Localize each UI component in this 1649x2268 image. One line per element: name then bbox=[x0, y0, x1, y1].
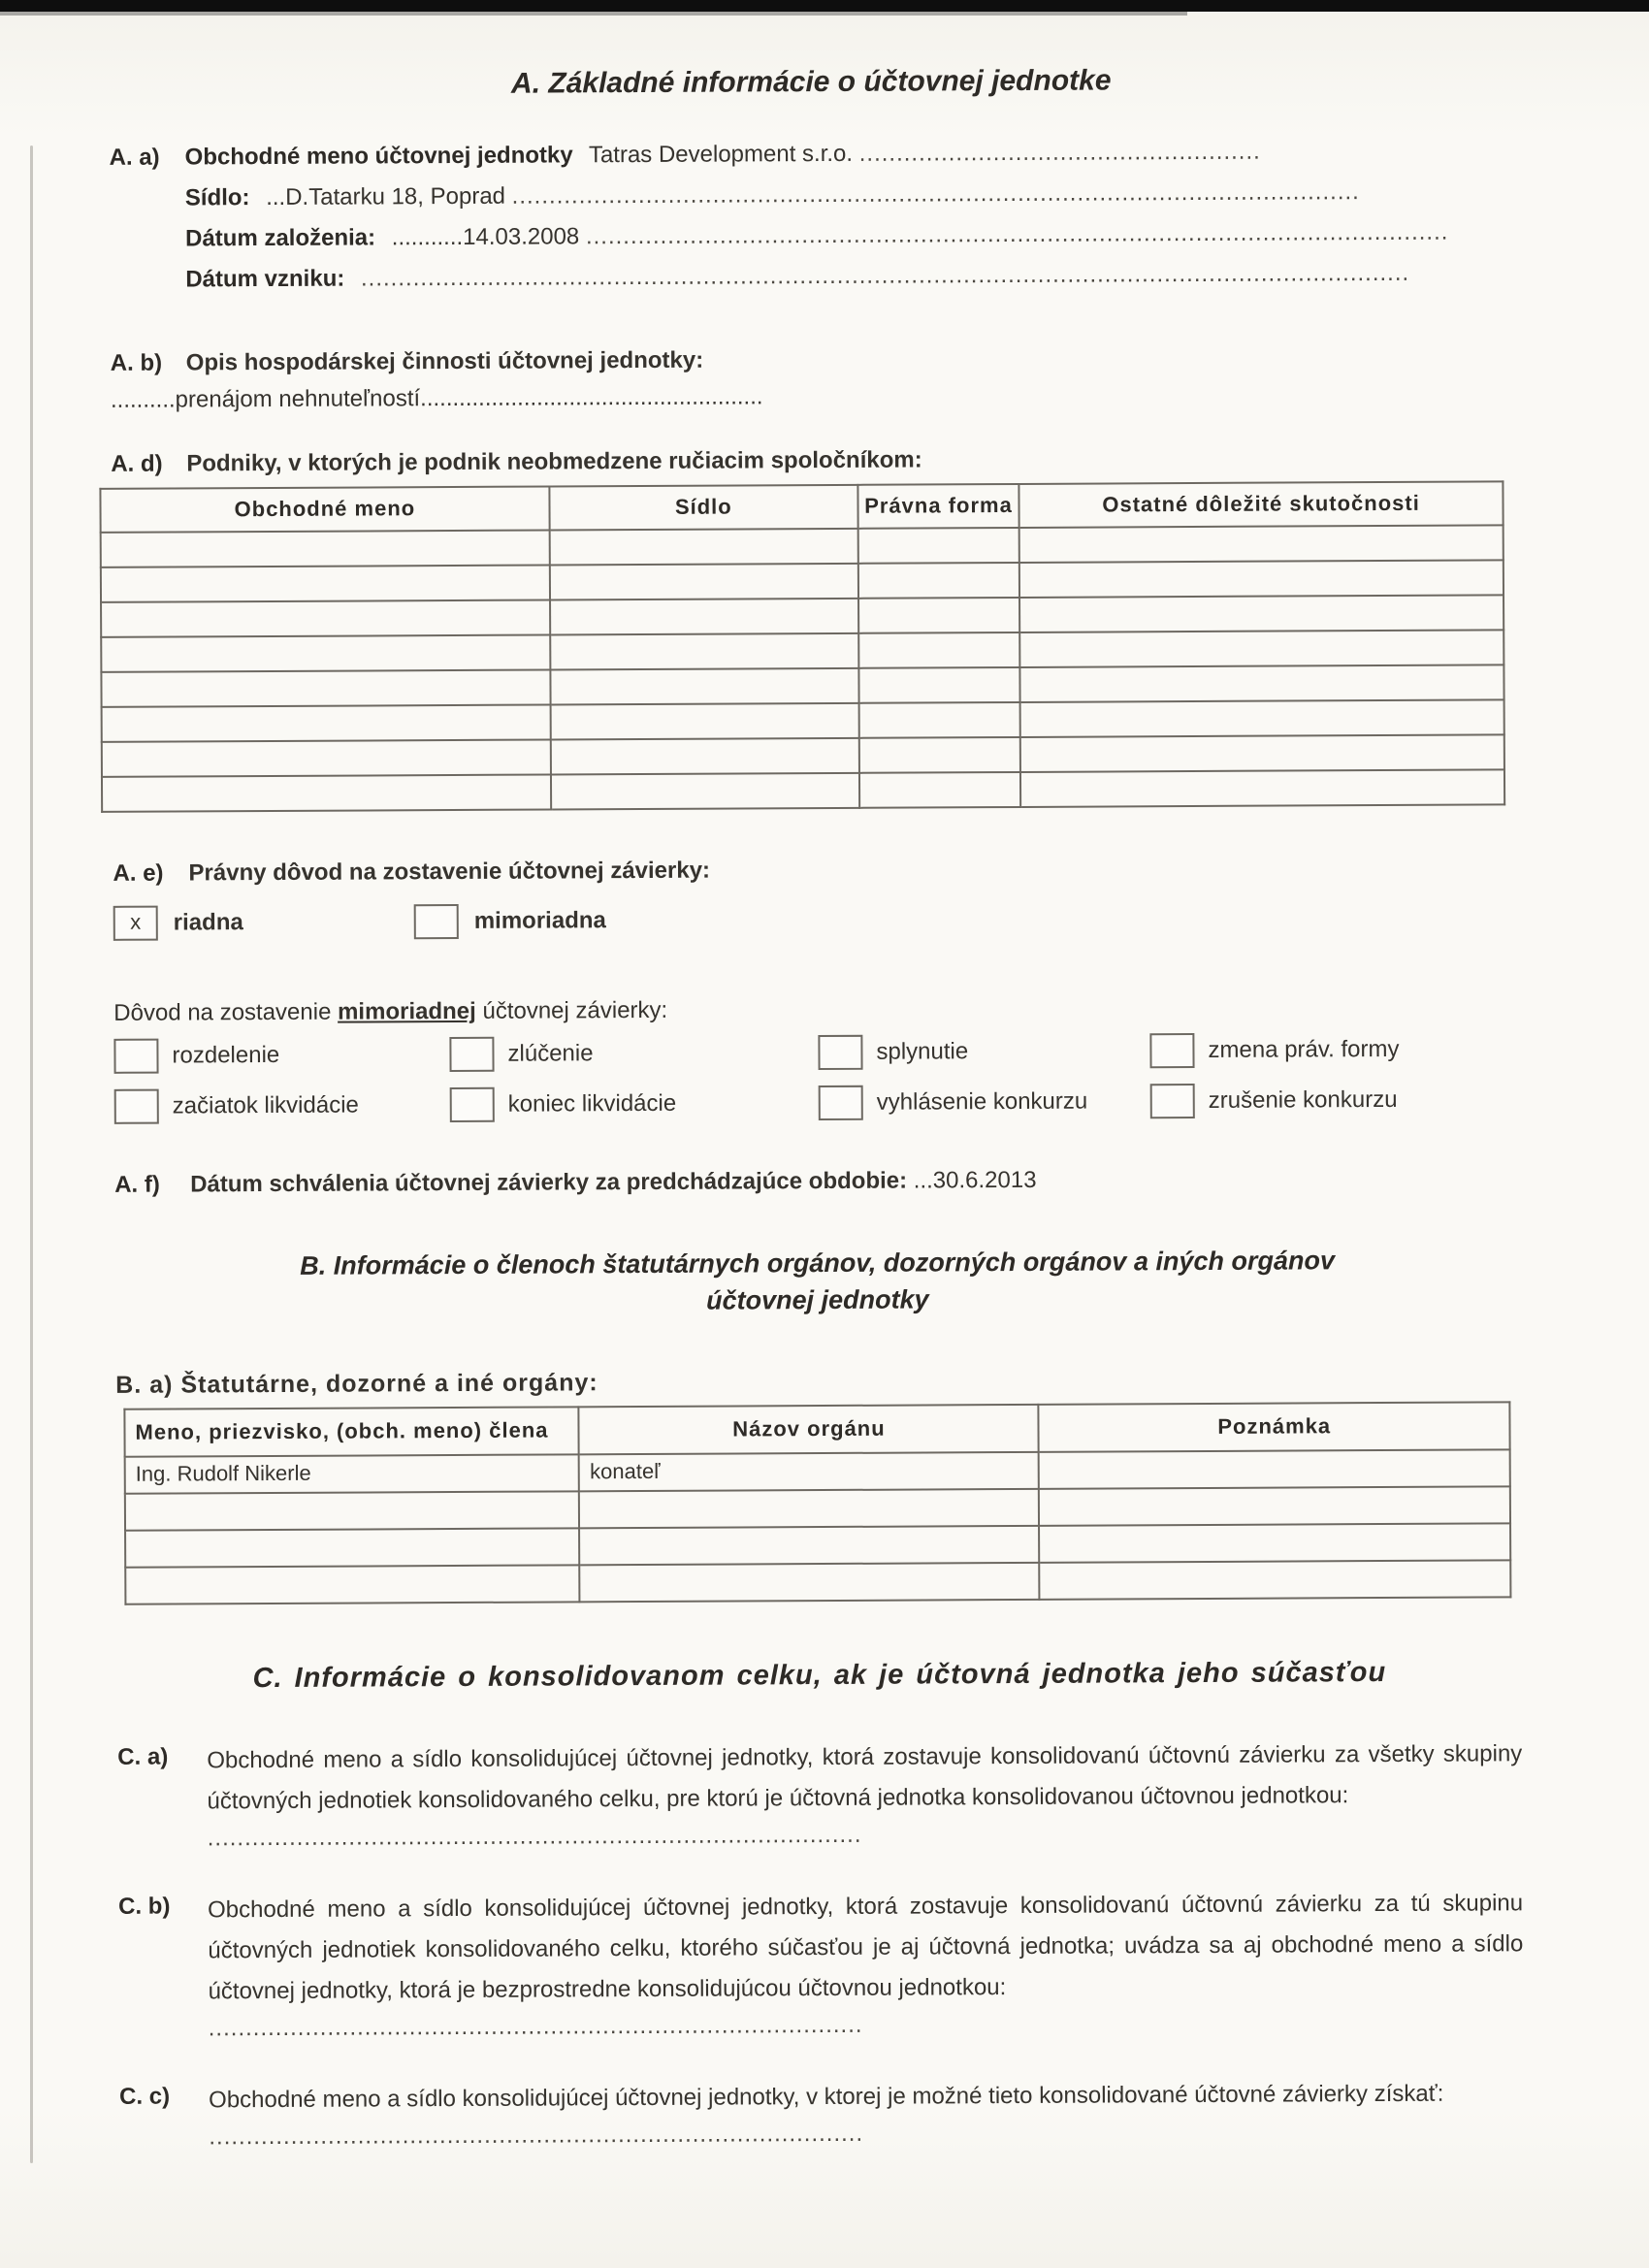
zmena-prav-formy-option bbox=[1149, 1027, 1518, 1072]
empty-cell bbox=[550, 633, 858, 670]
business-name-value: Tatras Development s.r.o. bbox=[588, 140, 854, 169]
empty-cell bbox=[549, 529, 857, 566]
empty-cell bbox=[858, 563, 1019, 599]
zaciatok-likvidacie-option bbox=[114, 1084, 450, 1128]
empty-cell bbox=[1019, 525, 1504, 563]
koniec-likvidacie-label: koniec likvidácie bbox=[507, 1090, 677, 1118]
section-a-a bbox=[110, 134, 1515, 305]
column-header: Poznámka bbox=[1039, 1402, 1510, 1451]
reason-heading-emphasis: mimoriadnej bbox=[337, 997, 476, 1025]
table-header-row bbox=[124, 1402, 1509, 1456]
section-c-a-label: C. a) bbox=[117, 1743, 169, 1770]
founding-date-label: Dátum založenia: bbox=[184, 224, 376, 252]
section-c-title: C. Informácie o konsolidovanom celku, ak je účtovná jednotka jeho súčasťou bbox=[252, 1656, 1387, 1694]
table-row bbox=[102, 769, 1504, 812]
section-a-e-heading-row bbox=[113, 850, 1517, 890]
dotted-answer-line: ........................................................................................ bbox=[209, 2120, 864, 2151]
koniec-likvidacie-option bbox=[450, 1082, 819, 1126]
koniec-likvidacie-checkbox[interactable] bbox=[450, 1087, 495, 1122]
section-a-d-label: A. d) bbox=[111, 450, 163, 477]
section-c-a-body bbox=[207, 1733, 1523, 1861]
empty-cell bbox=[125, 1528, 580, 1567]
vyhlasenie-konkurzu-checkbox[interactable] bbox=[819, 1085, 863, 1120]
table-header-row bbox=[100, 482, 1503, 533]
section-a-e bbox=[113, 850, 1517, 942]
mimoriadna-checkbox[interactable] bbox=[414, 904, 459, 939]
dotted-leader: .................................................................................................................... bbox=[585, 218, 1449, 250]
address-label: Sídlo: bbox=[184, 184, 250, 211]
section-b-a-heading: Štatutárne, dozorné a iné orgány: bbox=[180, 1369, 598, 1399]
rozdelenie-checkbox[interactable] bbox=[113, 1039, 158, 1074]
empty-cell bbox=[1020, 734, 1504, 772]
empty-cell bbox=[550, 703, 858, 740]
zaciatok-likvidacie-label: začiatok likvidácie bbox=[172, 1091, 359, 1119]
extraordinary-reason-heading bbox=[113, 989, 1518, 1029]
empty-cell bbox=[579, 1525, 1039, 1564]
section-a-f-label: A. f) bbox=[114, 1171, 160, 1199]
section-c-c-text: Obchodné meno a sídlo konsolidujúcej účtovnej jednotky, v ktorej je možné tieto konsolidované účtovné závierky získať: bbox=[209, 2080, 1444, 2114]
section-b-title-line2: účtovnej jednotky bbox=[705, 1284, 929, 1315]
empty-cell bbox=[1019, 630, 1504, 667]
scan-artifact-top-edge bbox=[0, 0, 1649, 12]
empty-cell bbox=[1020, 664, 1504, 702]
vyhlasenie-konkurzu-label: vyhlásenie konkurzu bbox=[876, 1087, 1088, 1117]
empty-cell bbox=[1020, 769, 1504, 807]
dotted-leader: .................................................................................................................. bbox=[511, 178, 1360, 210]
section-a-a-label: A. a) bbox=[109, 144, 160, 171]
extraordinary-reason-grid bbox=[113, 1027, 1518, 1128]
empty-cell bbox=[579, 1488, 1039, 1527]
unlimited-liability-companies-table bbox=[99, 481, 1505, 813]
form-content bbox=[0, 35, 1649, 2161]
section-c-b bbox=[118, 1883, 1524, 2052]
column-header: Obchodné meno bbox=[100, 487, 549, 533]
section-c-a bbox=[117, 1733, 1523, 1862]
reason-heading-suffix: účtovnej závierky: bbox=[475, 996, 668, 1024]
splynutie-checkbox[interactable] bbox=[818, 1035, 862, 1070]
empty-cell bbox=[859, 772, 1020, 808]
empty-cell bbox=[857, 528, 1018, 564]
section-b-title-line1: B. Informácie o členoch štatutárnych orgánov, dozorných orgánov a iných orgánov bbox=[300, 1246, 1336, 1280]
approval-date-line bbox=[190, 1164, 1037, 1201]
section-c-a-text: Obchodné meno a sídlo konsolidujúcej účtovnej jednotky, ktorá zostavuje konsolidovanú účtovnú závierku za všetky skupiny účtovných jednotiek konsolidovaného celku, pre ktorú je účtovná jednotka konsolidovanou účtovnou jednotkou: bbox=[207, 1740, 1523, 1815]
zaciatok-likvidacie-checkbox[interactable] bbox=[114, 1089, 159, 1124]
zlucenie-label: zlúčenie bbox=[507, 1040, 594, 1068]
statutory-bodies-table bbox=[123, 1401, 1511, 1604]
empty-cell bbox=[102, 739, 551, 776]
rozdelenie-label: rozdelenie bbox=[172, 1042, 280, 1069]
section-a-title: A. Základné informácie o účtovnej jednotke bbox=[510, 64, 1112, 100]
member-name-cell: Ing. Rudolf Nikerle bbox=[125, 1454, 580, 1493]
empty-cell bbox=[101, 565, 550, 601]
empty-cell bbox=[858, 702, 1019, 738]
note-cell bbox=[1039, 1449, 1510, 1489]
empty-cell bbox=[101, 669, 550, 706]
vyhlasenie-konkurzu-option bbox=[819, 1080, 1150, 1124]
business-name-label: Obchodné meno účtovnej jednotky bbox=[184, 142, 573, 171]
reason-heading-prefix: Dôvod na zostavenie bbox=[113, 998, 339, 1026]
column-header: Ostatné dôležité skutočnosti bbox=[1019, 482, 1504, 528]
empty-cell bbox=[550, 668, 858, 705]
column-header: Právna forma bbox=[857, 484, 1019, 529]
section-a-a-lines bbox=[185, 134, 1515, 304]
empty-cell bbox=[102, 704, 551, 741]
zrusenie-konkurzu-option bbox=[1150, 1078, 1519, 1122]
zrusenie-konkurzu-checkbox[interactable] bbox=[1150, 1084, 1195, 1118]
empty-cell bbox=[125, 1565, 580, 1604]
zlucenie-checkbox[interactable] bbox=[449, 1037, 494, 1072]
empty-cell bbox=[125, 1491, 580, 1530]
empty-cell bbox=[1039, 1486, 1510, 1526]
riadna-label: riadna bbox=[173, 908, 243, 936]
legal-reason-options bbox=[113, 896, 1518, 943]
mimoriadna-label: mimoriadna bbox=[473, 906, 606, 934]
address-value: ...D.Tatarku 18, Poprad bbox=[266, 182, 506, 211]
section-a-f bbox=[114, 1161, 1519, 1201]
column-header: Sídlo bbox=[549, 485, 857, 530]
section-a-b-heading: Opis hospodárskej činnosti účtovnej jednotky: bbox=[185, 346, 704, 376]
section-a-b-label: A. b) bbox=[110, 349, 163, 376]
section-a-d-heading-row bbox=[111, 440, 1515, 480]
section-c-c-label: C. c) bbox=[119, 2083, 171, 2110]
riadna-checkbox-mark: x bbox=[130, 909, 142, 934]
dotted-answer-line: ........................................................................................ bbox=[208, 2011, 863, 2042]
dotted-leader: ............................................................................................................................................. bbox=[360, 259, 1410, 292]
business-name-line bbox=[185, 134, 1514, 181]
empty-cell bbox=[550, 599, 858, 635]
empty-cell bbox=[858, 598, 1019, 633]
empty-cell bbox=[551, 773, 859, 810]
section-c-b-body bbox=[208, 1883, 1524, 2051]
riadna-option bbox=[113, 905, 243, 941]
section-c-b-text: Obchodné meno a sídlo konsolidujúcej účtovnej jednotky, ktorá zostavuje konsolidovanú účtovnú závierku za tú skupinu účtovných jednotiek konsolidovaného celku, ktorého súčasťou je aj účtovná jednotka; uvádza sa aj obchodné meno a sídlo účtovnej jednotky, ktorá je bezprostredne konsolidujúcou účtovnou jednotkou: bbox=[208, 1890, 1524, 2005]
founding-date-value: ...........14.03.2008 bbox=[391, 223, 580, 251]
splynutie-label: splynutie bbox=[876, 1038, 969, 1066]
empty-cell bbox=[101, 634, 550, 671]
section-a-d bbox=[111, 440, 1517, 813]
section-a-d-heading: Podniky, v ktorých je podnik neobmedzene ručiacim spoločníkom: bbox=[186, 446, 922, 477]
empty-cell bbox=[550, 738, 858, 775]
approval-date-value: ...30.6.2013 bbox=[913, 1167, 1037, 1194]
section-a-e-label: A. e) bbox=[113, 859, 164, 887]
dotted-answer-line: ........................................................................................ bbox=[207, 1821, 862, 1852]
empty-cell bbox=[550, 564, 858, 600]
empty-cell bbox=[1039, 1523, 1510, 1563]
table-row bbox=[125, 1560, 1510, 1604]
section-a-b bbox=[111, 340, 1515, 420]
zmena-prav-formy-checkbox[interactable] bbox=[1149, 1033, 1194, 1068]
zmena-prav-formy-label: zmena práv. formy bbox=[1208, 1036, 1400, 1064]
section-a-b-heading-row bbox=[111, 340, 1515, 379]
rozdelenie-option bbox=[113, 1033, 449, 1078]
section-c-c bbox=[119, 2073, 1524, 2160]
riadna-checkbox[interactable] bbox=[113, 905, 158, 940]
organ-name-cell: konateľ bbox=[579, 1451, 1039, 1490]
empty-cell bbox=[858, 667, 1019, 703]
origin-date-label: Dátum vzniku: bbox=[185, 265, 345, 293]
mimoriadna-option bbox=[414, 903, 606, 939]
section-a-e-heading: Právny dôvod na zostavenie účtovnej závierky: bbox=[188, 857, 711, 887]
origin-date-line bbox=[185, 256, 1514, 304]
business-activity-value: ..........prenájom nehnuteľností..................................................... bbox=[110, 382, 763, 413]
splynutie-option bbox=[818, 1029, 1149, 1074]
empty-cell bbox=[1020, 699, 1504, 737]
empty-cell bbox=[101, 599, 550, 636]
section-b-a-heading-row bbox=[115, 1361, 1520, 1403]
section-b-a-label: B. a) bbox=[115, 1371, 174, 1399]
dotted-leader: ...................................................... bbox=[858, 138, 1261, 167]
section-c-c-body bbox=[209, 2073, 1524, 2159]
approval-date-heading: Dátum schválenia účtovnej závierky za predchádzajúce obdobie: bbox=[190, 1167, 908, 1198]
extraordinary-reason-section bbox=[113, 989, 1519, 1128]
zlucenie-option bbox=[449, 1031, 818, 1076]
empty-cell bbox=[858, 632, 1019, 668]
founding-date-line bbox=[185, 215, 1514, 263]
empty-cell bbox=[102, 774, 551, 811]
zrusenie-konkurzu-label: zrušenie konkurzu bbox=[1208, 1086, 1398, 1115]
empty-cell bbox=[1019, 560, 1504, 598]
empty-cell bbox=[580, 1562, 1040, 1601]
empty-cell bbox=[859, 737, 1020, 773]
empty-cell bbox=[101, 530, 550, 567]
empty-cell bbox=[1019, 595, 1504, 632]
empty-cell bbox=[1040, 1560, 1511, 1600]
address-line bbox=[185, 175, 1514, 222]
section-b-title bbox=[115, 1241, 1520, 1322]
column-header: Meno, priezvisko, (obch. meno) člena bbox=[124, 1407, 579, 1456]
column-header: Názov orgánu bbox=[579, 1405, 1039, 1454]
section-c-b-label: C. b) bbox=[118, 1893, 171, 1920]
